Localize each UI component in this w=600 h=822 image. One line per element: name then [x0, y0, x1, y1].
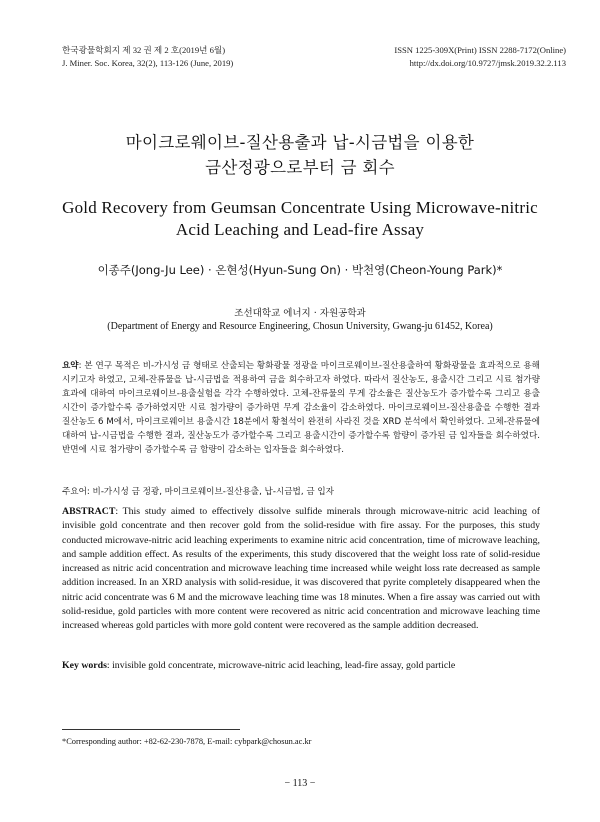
- english-title-line1: Gold Recovery from Geumsan Concentrate Using Microwave-nitric: [62, 198, 538, 217]
- english-abstract: [62, 505, 540, 634]
- page-number: − 113 −: [284, 778, 316, 789]
- footnote-divider: [62, 729, 240, 730]
- affiliation-english: (Department of Energy and Resource Engineering, Chosun University, Gwang-ju 61452, Korea): [107, 321, 493, 332]
- journal-header-left: [62, 44, 233, 70]
- english-keywords-text: : invisible gold concentrate, microwave-nitric acid leaching, lead-fire assay, gold particle: [106, 660, 456, 671]
- doi-link[interactable]: http://dx.doi.org/10.9727/jmsk.2019.32.2.113: [409, 58, 566, 68]
- affiliation-korean: 조선대학교 에너지 · 자원공학과: [234, 308, 366, 319]
- english-abstract-text: : This study aimed to effectively dissolve sulfide minerals through microwave-nitric acid leaching of invisible gold concentrate and then recover gold from the solid-residue with fire assay. For the purposes, this study conducted microwave-nitric acid leaching experiments to examine nitric acid concentration, time of microwave leaching, and sample addition effect. As results of the experiments, this study discovered that the weight loss rate of solid-residue increased as nitric acid concentration and microwave leaching time increased while weight loss rate decreased as sample addition increased. In an XRD analysis with solid-residue, it was discovered that pyrite completely disappeared when the nitric acid concentrate was 6 M and the microwave leaching time was 18 minutes. When a fire assay was carried out with solid-residue, gold particles with more content were recovered as nitric acid concentration and microwave leaching time increased whereas gold particles with more gold content were recovered as the sample addition decreased.: [62, 506, 540, 632]
- korean-abstract: [62, 359, 540, 457]
- korean-title-line1: 마이크로웨이브-질산용출과 납-시금법을 이용한: [125, 133, 475, 152]
- english-title: [0, 197, 600, 241]
- issn-line: ISSN 1225-309X(Print) ISSN 2288-7172(Online): [394, 45, 566, 55]
- corresponding-author-footnote: *Corresponding author: +82-62-230-7878, E-mail: cybpark@chosun.ac.kr: [62, 737, 312, 746]
- journal-header-right: [394, 44, 566, 70]
- english-abstract-label: ABSTRACT: [62, 506, 116, 517]
- english-title-line2: Acid Leaching and Lead-fire Assay: [175, 220, 425, 239]
- english-keywords: [62, 659, 540, 673]
- korean-keywords: [62, 485, 540, 499]
- journal-citation-english: J. Miner. Soc. Korea, 32(2), 113-126 (June, 2019): [62, 58, 234, 68]
- english-keywords-label: Key words: [62, 660, 107, 671]
- journal-citation-korean: 한국광물학회지 제 32 권 제 2 호(2019년 6월): [62, 45, 226, 55]
- korean-keywords-text: : 비-가시성 금 정광, 마이크로웨이브-질산용출, 납-시금법, 금 입자: [86, 487, 334, 497]
- korean-abstract-text: : 본 연구 목적은 비-가시성 금 형태로 산출되는 황화광물 정광을 마이크로웨이브-질산용출하여 황화광물을 효과적으로 용해시키고자 하였고, 고체-잔류물을 납-시금법을 적용하여 금을 회수하고자 하였다. 따라서 질산농도, 용출시간 그리고 시료 첨가량 효과에 대하여 마이크로웨이브-용출실험을 각각 수행하였다. 고체-잔류물의 무게 감소율은 질산농도가 증가할수록 그리고 용출시간이 증가할수록 증가하였지만 시료 첨가량이 증가하면 무게 감소율이 감소하였다. 마이크로웨이브-질산용출을 수행한 결과 질산농도 6 M에서, 마이크로웨이브 용출시간 18분에서 황철석이 완전히 사라진 것을 XRD 분석에서 확인하였다. 고체-잔류물에 대하여 납-시금법을 수행한 결과, 질산농도가 증가할수록 그리고 용출시간이 증가할수록 함량이 증가된 금 입자들을 회수하였다. 반면에 시료 첨가량이 증가할수록 금 함량이 감소하는 입자들을 회수하였다.: [62, 361, 540, 455]
- author-list: 이종주(Jong-Ju Lee) · 온현성(Hyun-Sung On) · 박천영(Cheon-Young Park)*: [97, 263, 503, 277]
- korean-title: [0, 130, 600, 180]
- korean-keywords-label: 주요어: [62, 487, 87, 497]
- korean-title-line2: 금산정광으로부터 금 회수: [205, 158, 395, 177]
- korean-abstract-label: 요약: [62, 361, 79, 371]
